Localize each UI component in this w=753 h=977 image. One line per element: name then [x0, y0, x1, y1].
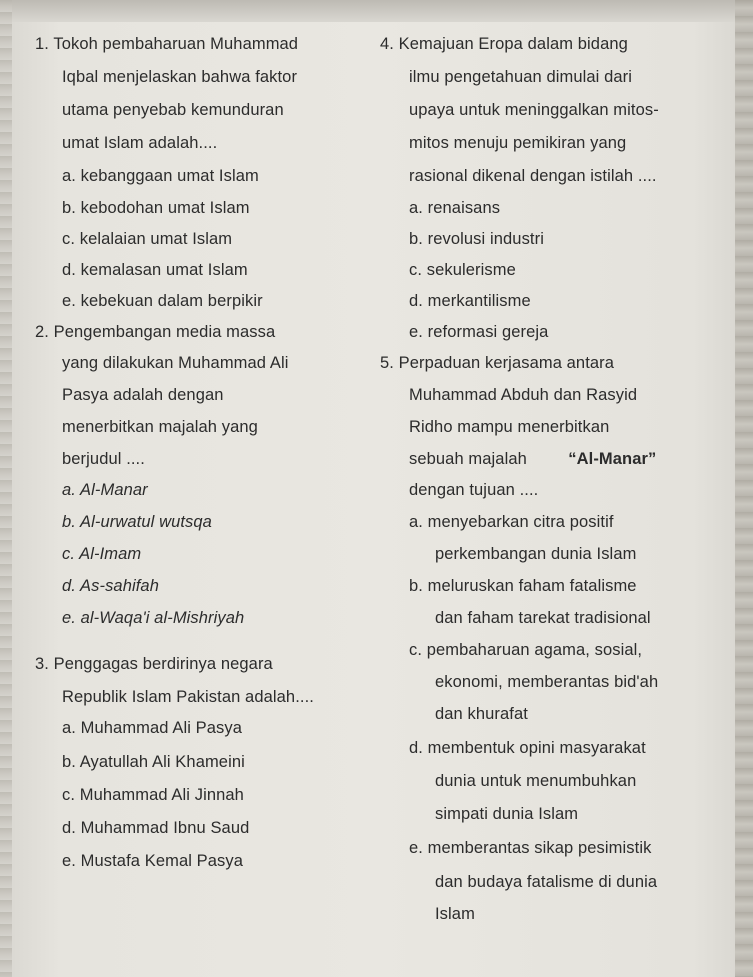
q4-stem-line-4: mitos menuju pemikiran yang — [409, 134, 627, 152]
q1-option-c: c. kelalaian umat Islam — [62, 230, 233, 248]
page-left-edge — [0, 0, 12, 977]
q5-option-a: a. menyebarkan citra positif — [409, 513, 614, 531]
q2-stem-line-4: menerbitkan majalah yang — [62, 418, 258, 436]
q5-stem-line-2: Muhammad Abduh dan Rasyid — [409, 386, 638, 404]
q3-stem-line-2: Republik Islam Pakistan adalah.... — [62, 688, 314, 706]
q1-stem-line-3: utama penyebab kemunduran — [62, 101, 284, 119]
q4-stem-line-2: ilmu pengetahuan dimulai dari — [409, 68, 633, 86]
q5-option-c: c. pembaharuan agama, sosial, — [409, 641, 643, 659]
q5-stem-line-4-text: sebuah majalah — [409, 450, 527, 468]
q4-option-d: d. merkantilisme — [409, 292, 531, 310]
q4-stem-line-5: rasional dikenal dengan istilah .... — [409, 167, 657, 185]
q4-option-b: b. revolusi industri — [409, 230, 544, 248]
q2-option-c: c. Al-Imam — [62, 545, 142, 563]
q4-option-c: c. sekulerisme — [409, 261, 516, 279]
q5-option-c-cont-1: ekonomi, memberantas bid'ah — [435, 673, 659, 691]
q5-option-c-cont-2: dan khurafat — [435, 705, 528, 723]
q2-option-e: e. al-Waqa'i al-Mishriyah — [62, 609, 245, 627]
q1-stem-line-2: Iqbal menjelaskan bahwa faktor — [62, 68, 298, 86]
q1-option-b: b. kebodohan umat Islam — [62, 199, 250, 217]
q4-stem-line-1: 4. Kemajuan Eropa dalam bidang — [380, 35, 628, 53]
q5-stem-line-5: dengan tujuan .... — [409, 481, 539, 499]
q5-stem-line-1: 5. Perpaduan kerjasama antara — [380, 354, 615, 372]
q2-stem-line-3: Pasya adalah dengan — [62, 386, 224, 404]
q3-option-c: c. Muhammad Ali Jinnah — [62, 786, 244, 804]
q5-option-d-cont-2: simpati dunia Islam — [435, 805, 579, 823]
q1-option-e: e. kebekuan dalam berpikir — [62, 292, 263, 310]
q5-option-e-cont-1: dan budaya fatalisme di dunia — [435, 873, 658, 891]
q5-option-d: d. membentuk opini masyarakat — [409, 739, 646, 757]
q3-option-a: a. Muhammad Ali Pasya — [62, 719, 243, 737]
q5-option-b-cont: dan faham tarekat tradisional — [435, 609, 651, 627]
q5-stem-line-3: Ridho mampu menerbitkan — [409, 418, 610, 436]
q4-stem-line-3: upaya untuk meninggalkan mitos- — [409, 101, 659, 119]
q3-option-b: b. Ayatullah Ali Khameini — [62, 753, 245, 771]
q4-option-e: e. reformasi gereja — [409, 323, 549, 341]
q3-option-d: d. Muhammad Ibnu Saud — [62, 819, 250, 837]
q5-option-a-cont: perkembangan dunia Islam — [435, 545, 637, 563]
q2-option-b: b. Al-urwatul wutsqa — [62, 513, 212, 531]
page-top-edge — [0, 0, 753, 22]
q2-option-a: a. Al-Manar — [62, 481, 148, 499]
q1-option-d: d. kemalasan umat Islam — [62, 261, 248, 279]
page-right-edge — [735, 0, 753, 977]
q3-stem-line-1: 3. Penggagas berdirinya negara — [35, 655, 273, 673]
q1-stem-line-4: umat Islam adalah.... — [62, 134, 218, 152]
q2-stem-line-2: yang dilakukan Muhammad Ali — [62, 354, 289, 372]
q5-option-b: b. meluruskan faham fatalisme — [409, 577, 637, 595]
q4-option-a: a. renaisans — [409, 199, 501, 217]
q2-stem-line-5: berjudul .... — [62, 450, 145, 468]
q3-option-e: e. Mustafa Kemal Pasya — [62, 852, 244, 870]
q1-stem-line-1: 1. Tokoh pembaharuan Muhammad — [35, 35, 299, 53]
q1-option-a: a. kebanggaan umat Islam — [62, 167, 259, 185]
q5-option-d-cont-1: dunia untuk menumbuhkan — [435, 772, 637, 790]
magazine-title: “Al-Manar” — [568, 450, 657, 468]
q5-stem-line-4 — [409, 449, 656, 469]
q2-option-d: d. As-sahifah — [62, 577, 159, 595]
q5-option-e: e. memberantas sikap pesimistik — [409, 839, 652, 857]
q5-option-e-cont-2: Islam — [435, 905, 475, 923]
q2-stem-line-1: 2. Pengembangan media massa — [35, 323, 276, 341]
